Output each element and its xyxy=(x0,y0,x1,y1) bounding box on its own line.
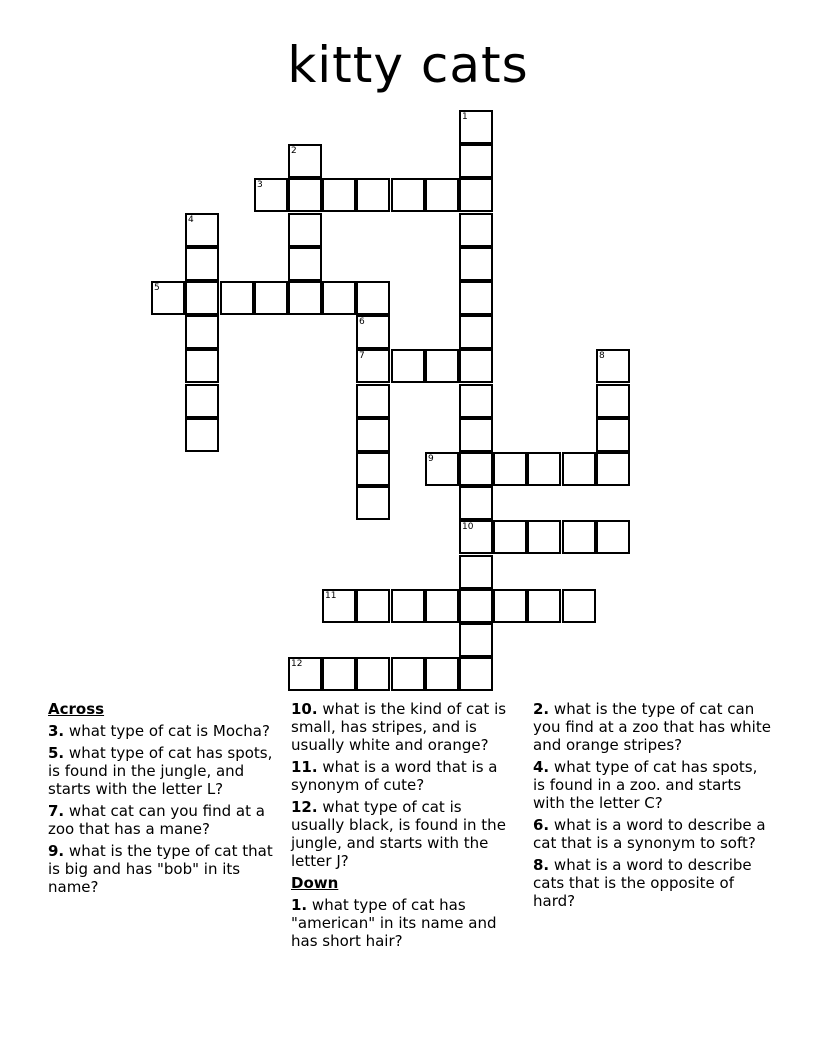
crossword-cell[interactable] xyxy=(425,589,459,623)
crossword-cell[interactable] xyxy=(185,349,219,383)
crossword-cell[interactable] xyxy=(356,486,390,520)
crossword-cell[interactable] xyxy=(391,178,425,212)
crossword-cell[interactable] xyxy=(459,247,493,281)
crossword-cell[interactable] xyxy=(185,247,219,281)
clue-number: 1. xyxy=(291,896,308,914)
crossword-cell[interactable] xyxy=(459,486,493,520)
crossword-cell[interactable] xyxy=(425,657,459,691)
crossword-cell[interactable] xyxy=(459,315,493,349)
crossword-cell[interactable] xyxy=(185,315,219,349)
clue-across-9 xyxy=(48,842,278,896)
crossword-cell[interactable] xyxy=(288,144,322,178)
clue-across-10 xyxy=(291,700,519,754)
crossword-cell[interactable] xyxy=(288,657,322,691)
clue-down-2 xyxy=(533,700,773,754)
clue-number: 2. xyxy=(533,700,550,718)
crossword-cell[interactable] xyxy=(459,178,493,212)
cell-number: 4 xyxy=(188,215,194,225)
crossword-cell[interactable] xyxy=(254,178,288,212)
clue-across-3 xyxy=(48,722,278,740)
clue-down-4 xyxy=(533,758,773,812)
crossword-cell[interactable] xyxy=(459,281,493,315)
crossword-cell[interactable] xyxy=(425,349,459,383)
crossword-cell[interactable] xyxy=(596,452,630,486)
crossword-cell[interactable] xyxy=(459,657,493,691)
clue-text: what is the type of cat that is big and has "bob" in its name? xyxy=(48,842,273,896)
crossword-cell[interactable] xyxy=(459,520,493,554)
crossword-cell[interactable] xyxy=(459,418,493,452)
crossword-cell[interactable] xyxy=(356,349,390,383)
cell-number: 2 xyxy=(291,146,297,156)
clue-number: 8. xyxy=(533,856,550,874)
crossword-cell[interactable] xyxy=(185,418,219,452)
crossword-cell[interactable] xyxy=(288,178,322,212)
crossword-cell[interactable] xyxy=(185,384,219,418)
crossword-cell[interactable] xyxy=(459,110,493,144)
crossword-cell[interactable] xyxy=(391,349,425,383)
cell-number: 6 xyxy=(359,317,365,327)
clue-text: what is a word that is a synonym of cute? xyxy=(291,758,498,794)
clue-text: what type of cat is usually black, is found in the jungle, and starts with the letter J? xyxy=(291,798,506,870)
crossword-cell[interactable] xyxy=(527,520,561,554)
crossword-cell[interactable] xyxy=(459,452,493,486)
cell-number: 9 xyxy=(428,454,434,464)
cell-number: 5 xyxy=(154,283,160,293)
clue-column-1 xyxy=(48,700,278,900)
cell-number: 11 xyxy=(325,591,337,601)
cell-number: 3 xyxy=(257,180,263,190)
clue-number: 4. xyxy=(533,758,550,776)
crossword-cell[interactable] xyxy=(459,589,493,623)
clue-text: what type of cat has spots, is found in the jungle, and starts with the letter L? xyxy=(48,744,273,798)
clue-across-11 xyxy=(291,758,519,794)
crossword-cell[interactable] xyxy=(391,657,425,691)
clue-text: what type of cat has spots, is found in a zoo. and starts with the letter C? xyxy=(533,758,758,812)
crossword-cell[interactable] xyxy=(596,349,630,383)
crossword-cell[interactable] xyxy=(322,178,356,212)
crossword-cell[interactable] xyxy=(562,589,596,623)
crossword-cell[interactable] xyxy=(288,247,322,281)
crossword-cell[interactable] xyxy=(459,349,493,383)
crossword-cell[interactable] xyxy=(322,657,356,691)
clue-number: 7. xyxy=(48,802,65,820)
crossword-cell[interactable] xyxy=(151,281,185,315)
clue-text: what is a word to describe a cat that is a synonym to soft? xyxy=(533,816,766,852)
crossword-cell[interactable] xyxy=(459,213,493,247)
crossword-cell[interactable] xyxy=(288,281,322,315)
crossword-cell[interactable] xyxy=(527,452,561,486)
crossword-cell[interactable] xyxy=(459,555,493,589)
clue-across-12 xyxy=(291,798,519,870)
cell-number: 8 xyxy=(599,351,605,361)
clue-text: what type of cat has "american" in its name and has short hair? xyxy=(291,896,497,950)
crossword-cell[interactable] xyxy=(356,281,390,315)
crossword-cell[interactable] xyxy=(356,589,390,623)
crossword-cell[interactable] xyxy=(356,315,390,349)
crossword-cell[interactable] xyxy=(356,418,390,452)
clue-text: what type of cat is Mocha? xyxy=(68,722,270,740)
clue-across-5 xyxy=(48,744,278,798)
crossword-cell[interactable] xyxy=(254,281,288,315)
clue-number: 11. xyxy=(291,758,318,776)
clue-text: what is a word to describe cats that is the opposite of hard? xyxy=(533,856,752,910)
clue-column-3 xyxy=(533,700,773,914)
across-heading: Across xyxy=(48,700,105,718)
crossword-cell[interactable] xyxy=(596,418,630,452)
down-heading: Down xyxy=(291,874,339,892)
crossword-cell[interactable] xyxy=(356,384,390,418)
crossword-cell[interactable] xyxy=(356,657,390,691)
clue-number: 6. xyxy=(533,816,550,834)
crossword-cell[interactable] xyxy=(425,452,459,486)
crossword-cell[interactable] xyxy=(425,178,459,212)
crossword-cell[interactable] xyxy=(493,520,527,554)
cell-number: 1 xyxy=(462,112,468,122)
crossword-cell[interactable] xyxy=(596,520,630,554)
crossword-cell[interactable] xyxy=(322,281,356,315)
cell-number: 12 xyxy=(291,659,303,669)
clue-number: 10. xyxy=(291,700,318,718)
clue-number: 12. xyxy=(291,798,318,816)
crossword-cell[interactable] xyxy=(391,589,425,623)
clue-column-2 xyxy=(291,700,519,954)
crossword-cell[interactable] xyxy=(288,213,322,247)
crossword-cell[interactable] xyxy=(562,520,596,554)
page-title: kitty cats xyxy=(287,36,529,94)
crossword-cell[interactable] xyxy=(185,281,219,315)
clue-across-7 xyxy=(48,802,278,838)
clue-text: what is the type of cat can you find at a zoo that has white and orange stripes? xyxy=(533,700,771,754)
clue-number: 5. xyxy=(48,744,65,762)
clue-down-1 xyxy=(291,896,519,950)
crossword-cell[interactable] xyxy=(459,384,493,418)
crossword-cell[interactable] xyxy=(322,589,356,623)
crossword-cell[interactable] xyxy=(220,281,254,315)
clue-text: what cat can you find at a zoo that has a mane? xyxy=(48,802,265,838)
crossword-cell[interactable] xyxy=(459,623,493,657)
crossword-cell[interactable] xyxy=(596,384,630,418)
clue-down-8 xyxy=(533,856,773,910)
crossword-cell[interactable] xyxy=(185,213,219,247)
clue-number: 3. xyxy=(48,722,65,740)
crossword-cell[interactable] xyxy=(527,589,561,623)
crossword-cell[interactable] xyxy=(562,452,596,486)
crossword-cell[interactable] xyxy=(356,178,390,212)
crossword-cell[interactable] xyxy=(493,589,527,623)
crossword-cell[interactable] xyxy=(356,452,390,486)
crossword-cell[interactable] xyxy=(459,144,493,178)
cell-number: 7 xyxy=(359,351,365,361)
clue-text: what is the kind of cat is small, has stripes, and is usually white and orange? xyxy=(291,700,507,754)
clue-number: 9. xyxy=(48,842,65,860)
crossword-cell[interactable] xyxy=(493,452,527,486)
cell-number: 10 xyxy=(462,522,474,532)
clue-down-6 xyxy=(533,816,773,852)
